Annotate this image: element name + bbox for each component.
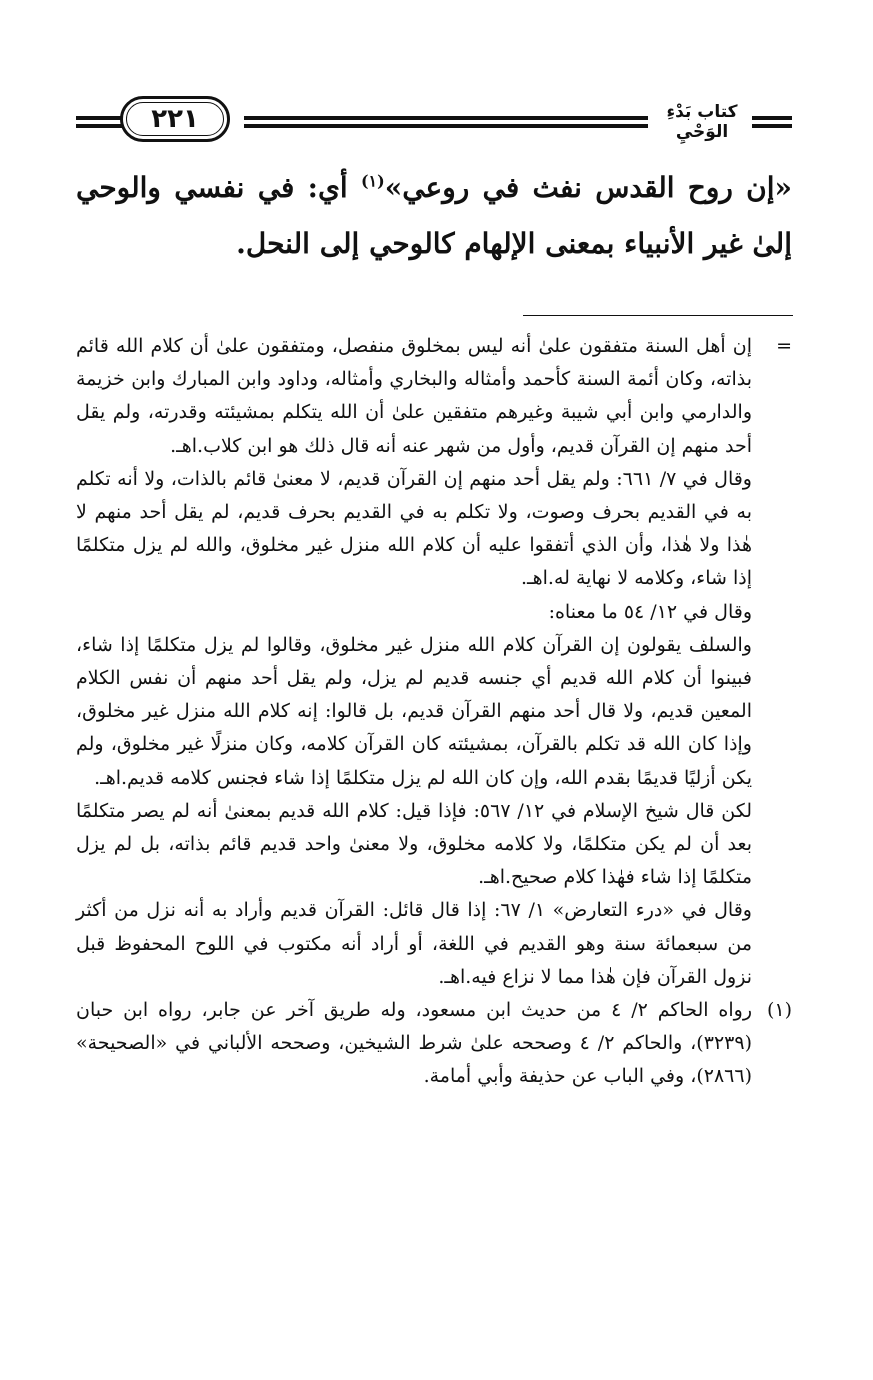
footnote-paragraph: رواه الحاكم ٢/ ٤ من حديث ابن مسعود، وله طريق آخر عن جابر، رواه ابن حبان (٣٢٣٩)، والحاكم ٢/ ٤ وصححه علىٰ شرط الشيخين، وصححه الألباني في «الصحيحة» (٢٨٦٦)، وفي الباب عن حذيفة وأبي أمامة. [76,999,752,1088]
page-header [76,92,792,146]
footnote-number: (١) [766,999,792,1022]
hadith-quote: «إن روح القدس نفث في روعي» [384,171,792,204]
header-rule [752,116,792,120]
footnotes [76,330,792,1094]
footnote-1 [76,994,792,1094]
continuation-marker: = [776,335,792,357]
header-rule [244,116,648,120]
footnote-paragraph: لكن قال شيخ الإسلام في ١٢/ ٥٦٧: فإذا قيل: كلام الله قديم بمعنىٰ أنه لم يصر متكلمًا بعد أن لم يكن متكلمًا، ولا كلامه مخلوق، ولا معنىٰ واحد قديم قائم بذاته، بل لم يزل متكلمًا إذا شاء فهٰذا كلام صحيح.اهـ. [76,799,752,889]
footnote-separator [523,315,793,316]
footnote-paragraph: وقال في «درء التعارض» ١/ ٦٧: إذا قال قائل: القرآن قديم وأراد به أنه نزل من أكثر من سبعمائة سنة وهو القديم في اللغة، أو أراد أنه مكتوب في اللوح المحفوظ قبل نزول القرآن فإن هٰذا مما لا نزاع فيه.اهـ. [76,899,752,988]
footnote-paragraph: وقال في ٧/ ٦٦١: ولم يقل أحد منهم إن القرآن قديم، لا معنىٰ قائم بالذات، ولا أنه تكلم به في القديم بحرف وصوت، ولا تكلم به في القديم بحرف قديم، لم يقل أحد منهم لا هٰذا ولا هٰذا، وأن الذي أتفقوا عليه أن كلام الله منزل غير مخلوق، والله لم يزل متكلمًا إذا شاء، وكلامه لا نهاية له.اهـ. [76,467,752,590]
footnote-ref[interactable]: (١) [360,171,385,191]
footnote-paragraph: إن أهل السنة متفقون علىٰ أنه ليس بمخلوق منفصل، ومتفقون علىٰ أن كلام الله قائم بذاته، وكان أئمة السنة كأحمد وأمثاله والبخاري وأمثاله، وداود وابن المبارك وابن خزيمة والدارمي وابن أبي شيبة وغيرهم متفقين علىٰ أن الله يتكلم بمشيئته وقدرته، ولم يقل أحد منهم إن القرآن قديم، وأول من شهر عنه أنه قال ذلك هو ابن كلاب.اهـ. [76,335,752,457]
header-rule [752,124,792,128]
footnote-paragraph: والسلف يقولون إن القرآن كلام الله منزل غير مخلوق، وقالوا لم يزل متكلمًا إذا شاء، فبينوا أن كلام الله قديم أي جنسه قديم لم يزل، ولم يقل أحد منهم أن نفس الكلام المعين قديم، ولا قال أحد منهم القرآن قديم، بل قالوا: إنه كلام الله منزل غير مخلوق، وإذا كان الله قد تكلم بالقرآن، بمشيئته كان القرآن كلامه، وكان منزلًا غير مخلوق، ولم يكن أزليًا قديمًا بقدم الله، وإن كان الله لم يزل متكلمًا إذا شاء فجنس كلامه قديم.اهـ. [76,633,752,789]
page-number: ٢٢١ [120,96,230,142]
header-rule [244,124,648,128]
main-paragraph [76,160,792,272]
footnote-continuation [76,330,792,994]
main-explanation: أي: في نفسي والوحي إلىٰ غير الأنبياء بمعنى الإلهام كالوحي إلى النحل. [76,171,792,260]
running-title: كتاب بَدْءِ الوَحْيِ [666,102,738,142]
footnote-paragraph: وقال في ١٢/ ٥٤ ما معناه: [548,600,752,623]
